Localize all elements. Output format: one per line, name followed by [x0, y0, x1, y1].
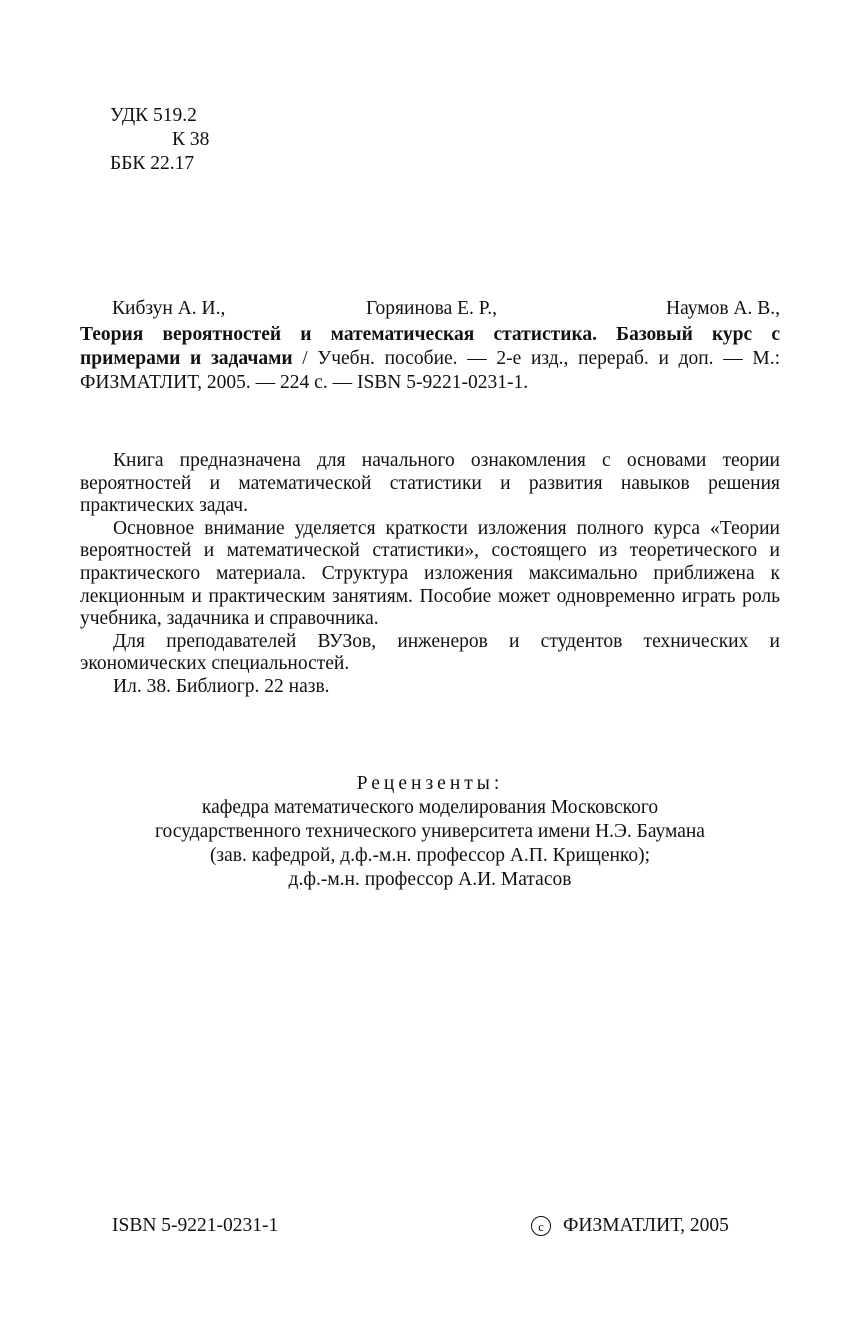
footer-isbn: ISBN 5-9221-0231-1: [112, 1215, 279, 1236]
copyright-holder: ФИЗМАТЛИТ, 2005: [563, 1215, 729, 1236]
book-title: Теория вероятностей и математическая статистика. Базовый курс с примерами и задачами: [80, 324, 780, 369]
copyright-icon: c: [531, 1216, 551, 1236]
reviewers-heading: Рецензенты:: [356, 773, 504, 794]
udk-code: УДК 519.2: [110, 105, 197, 126]
author-2: Горяинова Е. Р.,: [366, 298, 497, 319]
reviewer-line: д.ф.-м.н. профессор А.И. Матасов: [288, 869, 572, 890]
bbk-code: ББК 22.17: [110, 153, 195, 174]
annotation-paragraph: Книга предназначена для начального ознакомления с основами теории вероятностей и математической статистики и развития навыков решения практических задач.: [80, 450, 780, 517]
author-3: Наумов А. В.,: [665, 298, 780, 319]
reviewer-line: (зав. кафедрой, д.ф.-м.н. профессор А.П. Крищенко);: [209, 845, 651, 866]
annotation-paragraph: Основное внимание уделяется краткости изложения полного курса «Теории вероятностей и математической статистики», состоящего из теоретического и практического материала. Структура изложения максимально приближена к лекционным и практическим занятиям. Пособие может одновременно играть роль учебника, задачника и справочника.: [80, 517, 780, 630]
annotation-paragraph: Для преподавателей ВУЗов, инженеров и студентов технических и экономических специальностей.: [80, 630, 780, 675]
reviewer-line: кафедра математического моделирования Московского: [201, 797, 659, 818]
annotation: [80, 450, 780, 699]
author-mark: К 38: [172, 129, 210, 150]
reviewers-block: [80, 772, 780, 892]
edition-details: / Учебн. пособие. — 2-е изд., перераб. и доп. — М.: ФИЗМАТЛИТ, 2005. — 224 с. — ISBN 5-9221-0231-1.: [80, 348, 781, 393]
classification-block: [110, 104, 209, 176]
author-1: Кибзун А. И.,: [112, 298, 226, 319]
copyright-notice: [531, 1215, 729, 1237]
illustrations-note: Ил. 38. Библиогр. 22 назв.: [113, 675, 330, 697]
authors-row: [80, 298, 780, 324]
bibliographic-description: [80, 323, 780, 395]
reviewer-line: государственного технического университета имени Н.Э. Баумана: [155, 821, 705, 842]
